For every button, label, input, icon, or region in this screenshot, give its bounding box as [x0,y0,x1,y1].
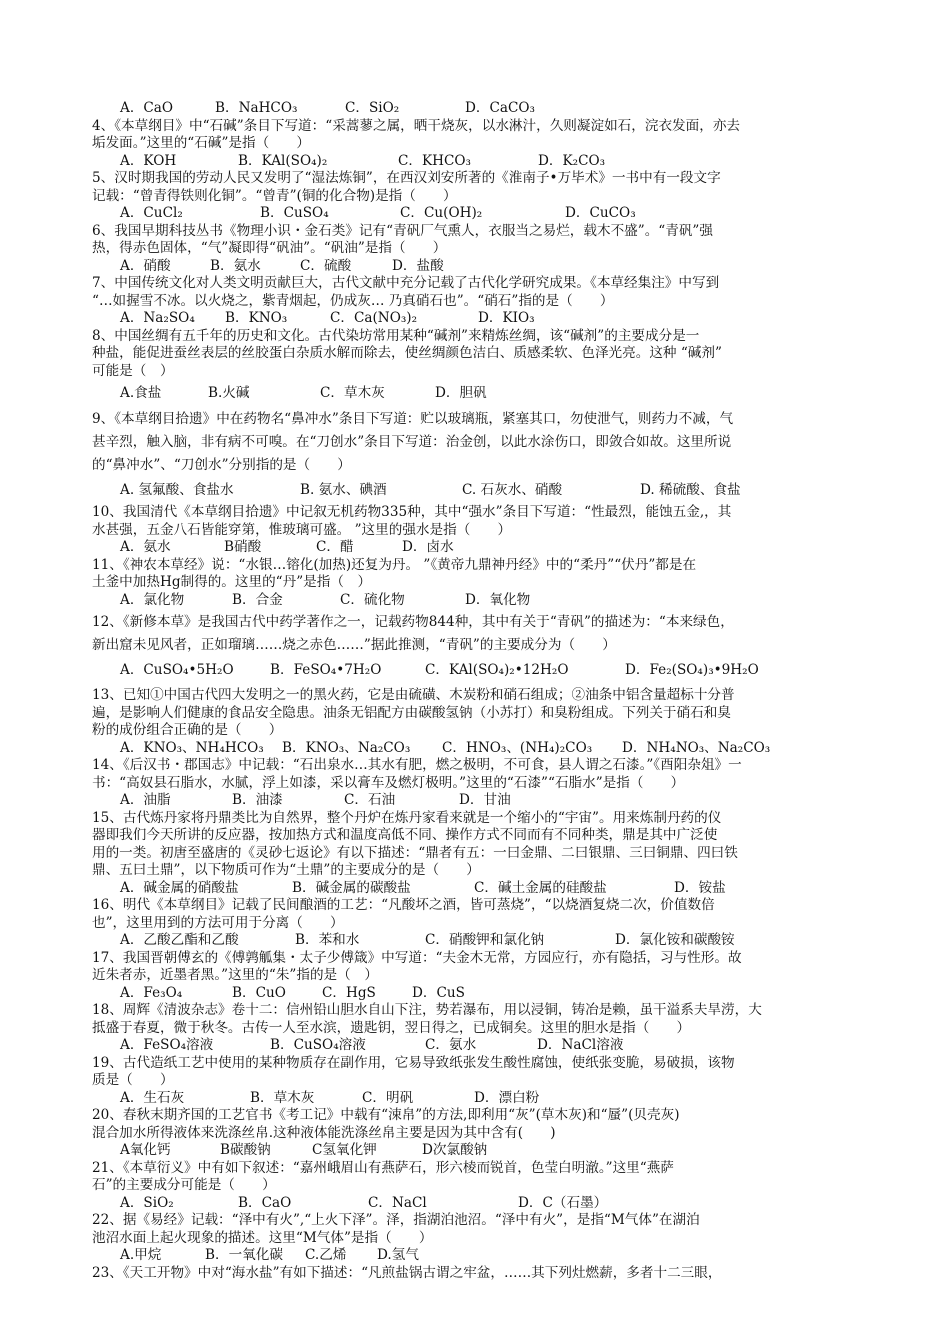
q4-option-d[interactable]: D．K₂CO₃ [538,152,606,169]
q5-stem-line-1: 5、汉时期我国的劳动人民又发明了“湿法炼铜”，在西汉刘安所著的《淮南子•万毕术》一书中有一段文字 [92,170,721,186]
q10-option-a[interactable]: A．氨水 [120,539,171,555]
q16-option-a[interactable]: A．乙酸乙酯和乙酸 [120,932,239,948]
q4-stem-line-1: 4、《本草纲目》中“石碱”条目下写道：“采蒿蓼之属，晒干烧灰，以水淋汁，久则凝淀如石，浣衣发面，亦去 [92,117,741,134]
q8-stem-line-3: 可能是（ ） [92,362,174,379]
q6-option-c[interactable]: C．硫酸 [300,257,352,274]
q4-option-c[interactable]: C．KHCO₃ [398,152,471,169]
q9-option-a[interactable]: A. 氢氟酸、食盐水 [120,481,234,498]
q3-option-c[interactable]: C．SiO₂ [345,100,400,116]
q11-options [92,592,862,610]
q13-option-c[interactable]: C．HNO₃、(NH₄)₂CO₃ [442,739,593,756]
q19-option-a[interactable]: A．生石灰 [120,1089,185,1106]
q18-option-c[interactable]: C．氨水 [425,1037,477,1053]
q4-option-b[interactable]: B．KAl(SO₄)₂ [238,152,328,169]
q3-option-a[interactable]: A．CaO [120,100,174,116]
q14-option-b[interactable]: B．油漆 [232,792,283,808]
q15-option-d[interactable]: D．铵盐 [674,879,726,896]
q11-option-a[interactable]: A．氯化物 [120,591,185,608]
q6-option-b[interactable]: B．氨水 [210,257,261,274]
q14-options [92,792,862,810]
q22-option-d[interactable]: D.氢气 [377,1247,419,1263]
q4-stem-line-2: 垢发面。”这里的“石碱”是指（ ） [92,135,310,151]
q10-stem-line-2: 水甚强，五金八石皆能穿第，惟玻璃可盛。 ”这里的强水是指（ ） [92,521,512,538]
q8-option-a[interactable]: A.食盐 [120,385,162,401]
q22-stem-line-2: 池沼水面上起火现象的描述。这里“M气体”是指（ ） [92,1229,433,1246]
q16-stem-line-1: 16、明代《本草纲目》记载了民间酿酒的工艺：“凡酸坏之酒，皆可蒸烧”，“以烧酒复烧二次，价值数倍 [92,897,715,913]
q16-option-d[interactable]: D．氯化铵和碳酸铵 [615,932,735,948]
q17-stem-line-1: 17、我国晋朝傅玄的《傅鹑觚集・太子少傅箴》中写道：“夫金木无常，方园应行，亦有隐括，习与性形。故 [92,949,742,966]
q9-stem-line-1: 9、《本草纲目拾遗》中在药物名“鼻冲水”条目下写道：贮以玻璃瓶，紧塞其口，勿使泄气，则药力不减，气 [92,410,734,427]
q7-option-a[interactable]: A．Na₂SO₄ [120,310,195,326]
q14-stem-line-2: 书：“高奴县石脂水，水腻，浮上如漆，采以膏车及燃灯极明。”这里的“石漆”“石脂水”是指（ ） [92,774,685,791]
q21-option-d[interactable]: D．C（石墨） [518,1194,608,1211]
q22-stem-line-1: 22、据《易经》记载：“泽中有火”,“上火下泽”。泽，指湖泊池沼。“泽中有火”，是指“M气体”在湖泊 [92,1212,700,1228]
q15-stem-line-4: 鼎、五曰土鼎”，以下物质可作为“土鼎”的主要成分的是（ ） [92,862,480,878]
q13-stem-line-2: 遍，是影响人们健康的食品安全隐患。油条无铝配方由碳酸氢钠（小苏打）和臭粉组成。下列关于硝石和臭 [92,704,731,721]
q21-option-a[interactable]: A．SiO₂ [120,1194,174,1211]
q17-option-a[interactable]: A．Fe₃O₄ [120,984,183,1001]
q23-stem-line-1: 23、《天工开物》中对“海水盐”有如下描述：“凡煎盐锅古谓之牢盆，……其下列灶燃薪，多者十二三眼， [92,1264,722,1281]
q17-option-c[interactable]: C．HgS [322,984,376,1001]
q13-options [92,740,862,758]
q13-stem-line-1: 13、已知①中国古代四大发明之一的黑火药，它是由硫磺、木炭粉和硝石组成；②油条中铝含量超标十分普 [92,687,735,703]
q9-options [92,482,862,500]
q14-stem-line-1: 14、《后汉书・郡国志》中记载：“石出泉水…其水有肥，燃之极明，不可食，县人谓之石漆。”《酉阳杂俎》一 [92,757,742,773]
q6-option-a[interactable]: A．硝酸 [120,257,171,274]
q17-options [92,985,862,1003]
q21-option-b[interactable]: B．CaO [238,1194,292,1211]
q6-stem-line-2: 热，得赤色固体，“气”凝即得“矾油”。“矾油”是指（ ） [92,240,447,256]
q15-stem-line-2: 器即我们今天所讲的反应器，按加热方式和温度高低不同、操作方式不同而有不同种类，鼎是其中广泛使 [92,827,718,843]
q12-option-a[interactable]: A．CuSO₄•5H₂O [120,662,234,678]
q12-option-c[interactable]: C．KAl(SO₄)₂•12H₂O [425,662,569,678]
q12-option-d[interactable]: D．Fe₂(SO₄)₃•9H₂O [625,662,759,678]
q19-stem-line-2: 质是（ ） [92,1072,174,1088]
q20-option-d[interactable]: D次氯酸钠 [422,1142,488,1158]
q7-option-d[interactable]: D．KIO₃ [478,310,535,326]
q22-option-a[interactable]: A.甲烷 [120,1247,162,1263]
q11-option-c[interactable]: C．硫化物 [340,591,405,608]
q8-stem-line-1: 8、中国丝绸有五千年的历史和文化。古代染坊常用某种“碱剂”来精炼丝绸，该“碱剂”的主要成分是一 [92,327,700,344]
q5-stem-line-2: 记载：“曾青得铁则化铜”。“曾青”(铜的化合物)是指（ ） [92,187,457,204]
q20-stem-line-2: 混合加水所得液体来洗涤丝帛.这种液体能洗涤丝帛主要是因为其中含有( ) [92,1124,556,1141]
q15-stem-line-1: 15、古代炼丹家将丹鼎类比为自然界，整个丹炉在炼丹家看来就是一个缩小的“宇宙”。用来炼制丹药的仪 [92,809,722,826]
q3-options [92,100,862,118]
q5-option-d[interactable]: D．CuCO₃ [565,205,636,221]
q5-option-b[interactable]: B．CuSO₄ [260,205,329,221]
q19-option-c[interactable]: C．明矾 [362,1089,414,1106]
q8-option-c[interactable]: C．草木灰 [320,385,385,401]
q22-option-b[interactable]: B．一氧化碳 [205,1247,283,1263]
q7-options [92,310,862,328]
q6-stem-line-1: 6、我国早期科技丛书《物理小识・金石类》记有“青矾厂气熏人，衣服当之易烂，载木不盛”。“青矾”强 [92,222,713,239]
q18-stem-line-1: 18、周辉《清波杂志》卷十二：信州铅山胆水自山下注，势若瀑布，用以浸铜，铸冶是赖，虽干溢系夫旱涝，大 [92,1002,762,1018]
q9-stem-line-3: 的“鼻冲水”、“刀创水”分别指的是（ ） [92,456,351,473]
q7-stem-line-1: 7、中国传统文化对人类文明贡献巨大，古代文献中充分记载了古代化学研究成果。《本草经集注》中写到 [92,275,720,291]
q3-option-d[interactable]: D．CaCO₃ [465,100,535,116]
q13-stem-line-3: 粉的成份组合正确的是（ ） [92,722,283,738]
q13-option-a[interactable]: A．KNO₃、NH₄HCO₃ [120,739,264,756]
q17-option-d[interactable]: D．CuS [412,984,465,1001]
q6-option-d[interactable]: D．盐酸 [392,257,444,274]
q10-option-b[interactable]: B硝酸 [224,539,262,555]
q16-options [92,932,862,950]
q9-stem-line-2: 甚辛烈，触入脑，非有病不可嗅。在“刀创水”条目下写道：治金创，以此水涂伤口，即敛合如故。这里所说 [92,433,732,450]
q4-option-a[interactable]: A．KOH [120,152,177,169]
q8-option-b[interactable]: B.火碱 [208,385,250,401]
q14-option-d[interactable]: D．甘油 [459,792,511,808]
q7-option-c[interactable]: C．Ca(NO₃)₂ [330,310,418,326]
q7-option-b[interactable]: B．KNO₃ [225,310,288,326]
q5-options [92,205,862,223]
q11-stem-line-1: 11、《神农本草经》说：“水银…镕化(加热)还复为丹。 ”《黄帝九鼎神丹经》中的“柔丹”“伏丹”都是在 [92,556,697,573]
q19-option-d[interactable]: D．漂白粉 [474,1089,540,1106]
q20-options [92,1142,862,1160]
q12-stem-line-2: 新出窟未见风者，正如瑠璃……烧之赤色……”据此推测，“青矾”的主要成分为（ ） [92,637,616,653]
q13-option-d[interactable]: D．NH₄NO₃、Na₂CO₃ [622,739,771,756]
q18-option-b[interactable]: B．CuSO₄溶液 [270,1037,366,1053]
q18-option-a[interactable]: A．FeSO₄溶液 [120,1037,214,1053]
q21-option-c[interactable]: C．NaCl [368,1194,427,1211]
q11-option-d[interactable]: D．氧化物 [465,591,531,608]
q15-option-a[interactable]: A．碱金属的硝酸盐 [120,879,239,896]
q18-stem-line-2: 抵盛于春夏，微于秋冬。古传一人至水滨，遗匙钥，翌日得之，已成铜矣。这里的胆水是指（ ） [92,1019,691,1036]
q16-option-c[interactable]: C．硝酸钾和氯化钠 [425,932,545,948]
q12-option-b[interactable]: B．FeSO₄•7H₂O [270,662,382,678]
q20-option-c[interactable]: C氢氧化钾 [312,1142,377,1158]
q17-stem-line-2: 近朱者赤，近墨者黑。”这里的“朱”指的是（ ） [92,967,378,983]
q9-option-b[interactable]: B. 氨水、碘酒 [300,481,387,498]
q15-options [92,880,862,898]
q14-option-a[interactable]: A．油脂 [120,792,171,808]
q19-options [92,1090,862,1108]
q11-option-b[interactable]: B．合金 [232,591,283,608]
q16-option-b[interactable]: B．苯和水 [295,932,360,948]
q19-stem-line-1: 19、古代造纸工艺中使用的某种物质存在副作用，它易导致纸张发生酸性腐蚀，使纸张变脆，易破损，该物 [92,1054,735,1071]
q20-option-a[interactable]: A氧化钙 [120,1142,171,1158]
q19-option-b[interactable]: B．草木灰 [250,1089,315,1106]
q11-stem-line-2: 土釜中加热Hg制得的。这里的“丹”是指（ ） [92,574,372,590]
q20-stem-line-1: 20、春秋末期齐国的工艺官书《考工记》中载有“涑帛”的方法,即利用“灰”(草木灰)和“蜃”(贝壳灰) [92,1107,680,1123]
q14-option-c[interactable]: C．石油 [344,792,396,808]
q12-stem-line-1: 12、《新修本草》是我国古代中药学著作之一，记载药物844种，其中有关于“青矾”的描述为：“本来绿色， [92,614,734,630]
q10-options [92,539,862,557]
q20-option-b[interactable]: B碳酸钠 [220,1142,271,1158]
q15-stem-line-3: 用的一类。初唐至盛唐的《灵砂七返论》有以下描述：“鼎者有五：一曰金鼎、二曰银鼎、三曰铜鼎、四曰铁 [92,844,738,861]
q10-stem-line-1: 10、我国清代《本草纲目拾遗》中记叙无机药物335种，其中“强水”条目下写道：“性最烈，能蚀五金,，其 [92,504,732,520]
q6-options [92,258,862,276]
q9-option-c[interactable]: C. 石灰水、硝酸 [462,481,563,498]
q5-option-a[interactable]: A．CuCl₂ [120,205,183,221]
q4-options [92,153,862,171]
q8-option-d[interactable]: D．胆矾 [435,385,487,401]
q21-stem-line-1: 21、《本草衍义》中有如下叙述：“嘉州峨眉山有燕萨石，形六棱而锐首，色莹白明澈。”这里“燕萨 [92,1159,674,1176]
q10-option-c[interactable]: C．醋 [316,539,354,555]
q21-options [92,1195,862,1213]
q16-stem-line-2: 也”，这里用到的方法可用于分离（ ） [92,914,344,931]
q15-option-b[interactable]: B．碱金属的碳酸盐 [292,879,411,896]
q9-option-d[interactable]: D. 稀硫酸、食盐 [640,481,741,498]
q22-options [92,1247,862,1265]
q17-option-b[interactable]: B．CuO [232,984,286,1001]
q8-options [92,385,862,403]
q15-option-c[interactable]: C．碱土金属的硅酸盐 [474,879,607,896]
q13-option-b[interactable]: B．KNO₃、Na₂CO₃ [282,739,411,756]
q18-options [92,1037,862,1055]
q8-stem-line-2: 种盐，能促进蚕丝表层的丝胶蛋白杂质水解而除去，使丝绸颜色洁白、质感柔软、色泽光亮。这种 “碱剂” [92,345,722,361]
q5-option-c[interactable]: C．Cu(OH)₂ [400,205,483,221]
q3-option-b[interactable]: B．NaHCO₃ [215,100,298,116]
q18-option-d[interactable]: D．NaCl溶液 [537,1037,624,1053]
worksheet-page [92,100,862,1282]
q21-stem-line-2: 石”的主要成分可能是（ ） [92,1177,276,1193]
q22-option-c[interactable]: C.乙烯 [305,1247,347,1263]
q7-stem-line-2: “…如握雪不冰。以火烧之，紫青烟起，仍成灰… 乃真硝石也”。“硝石”指的是（ ） [92,292,614,309]
q10-option-d[interactable]: D．卤水 [402,539,454,555]
q12-options [92,659,862,682]
